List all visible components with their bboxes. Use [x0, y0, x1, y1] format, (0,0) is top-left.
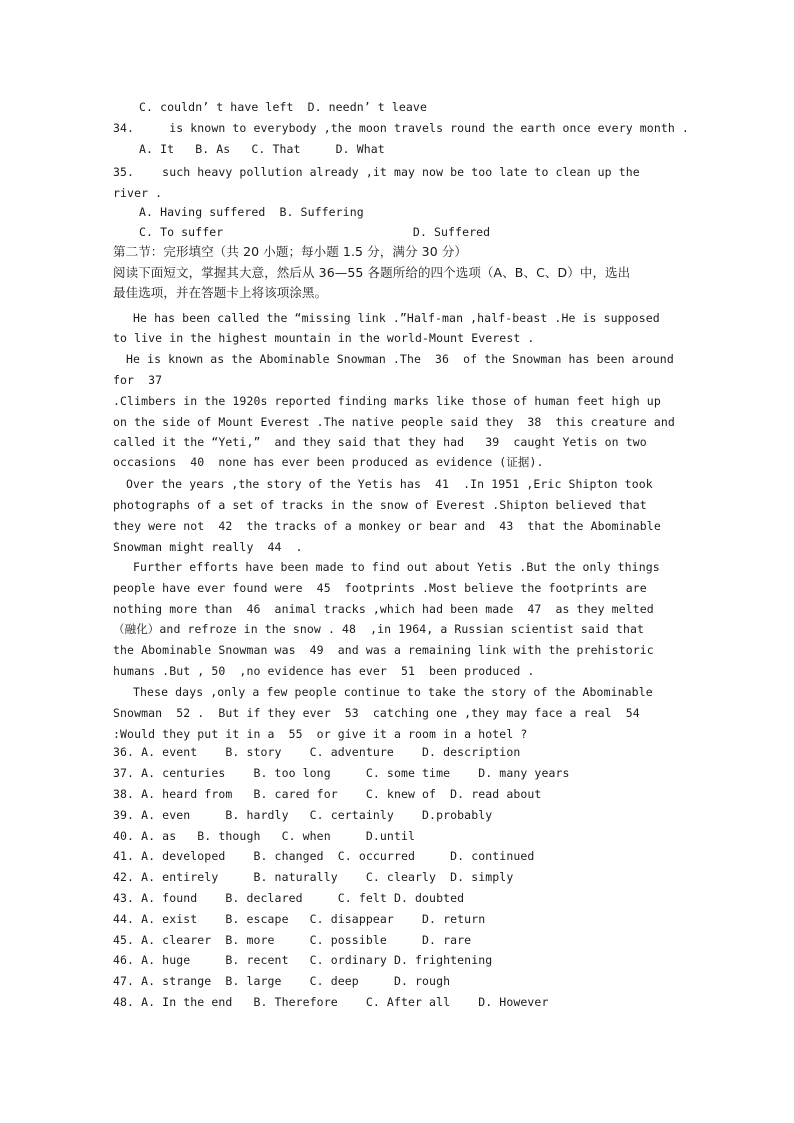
passage-line: Snowman 52 . But if they ever 53 catching one ,they may face a real 54 [113, 706, 640, 720]
passage-line: :Would they put it in a 55 or give it a room in a hotel ? [113, 727, 528, 741]
passage-line: He has been called the “missing link .”Half-man ,half-beast .He is supposed [133, 311, 660, 325]
passage-line: .Climbers in the 1920s reported finding marks like those of human feet high up [113, 394, 661, 408]
option-row-45: 45. A. clearer B. more C. possible D. rare [113, 933, 472, 947]
q35-stem-cont: river . [113, 186, 163, 200]
passage-line: they were not 42 the tracks of a monkey or bear and 43 that the Abominable [113, 519, 661, 533]
passage-line: to live in the highest mountain in the world-Mount Everest . [113, 331, 535, 345]
passage-line: the Abominable Snowman was 49 and was a remaining link with the prehistoric [113, 643, 654, 657]
instructions-line-1: 阅读下面短文，掌握其大意，然后从 36—55 各题所给的四个选项（A、B、C、D）中，选出 [113, 265, 631, 280]
option-row-37: 37. A. centuries B. too long C. some time D. many years [113, 766, 570, 780]
passage-line: humans .But , 50 ,no evidence has ever 51 been produced . [113, 664, 535, 678]
passage-line: nothing more than 46 animal tracks ,which had been made 47 as they melted [113, 602, 654, 616]
passage-line: Further efforts have been made to find out about Yetis .But the only things [133, 560, 660, 574]
option-row-38: 38. A. heard from B. cared for C. knew of D. read about [113, 787, 542, 801]
option-row-36: 36. A. event B. story C. adventure D. description [113, 745, 521, 759]
option-row-40: 40. A. as B. though C. when D.until [113, 829, 416, 843]
passage-line: people have ever found were 45 footprints .Most believe the footprints are [113, 581, 647, 595]
q35-options-a-b: A. Having suffered B. Suffering [139, 205, 364, 219]
option-row-39: 39. A. even B. hardly C. certainly D.probably [113, 808, 493, 822]
q34-stem: 34. is known to everybody ,the moon travels round the earth once every month . [113, 121, 689, 135]
passage-line: Snowman might really 44 . [113, 540, 303, 554]
passage-line: called it the “Yeti,” and they said that they had 39 caught Yetis on two [113, 435, 647, 449]
passage-line: Over the years ,the story of the Yetis has 41 .In 1951 ,Eric Shipton took [126, 477, 653, 491]
option-row-41: 41. A. developed B. changed C. occurred D. continued [113, 849, 535, 863]
option-row-47: 47. A. strange B. large C. deep D. rough [113, 974, 451, 988]
passage-line: on the side of Mount Everest .The native people said they 38 this creature and [113, 415, 675, 429]
passage-line: occasions 40 none has ever been produced as evidence (证据). [113, 455, 544, 469]
passage-line: photographs of a set of tracks in the snow of Everest .Shipton believed that [113, 498, 647, 512]
passage-line: He is known as the Abominable Snowman .The 36 of the Snowman has been around [126, 352, 674, 366]
q34-options: A. It B. As C. That D. What [139, 142, 385, 156]
passage-line: for 37 [113, 373, 163, 387]
q35-stem: 35. such heavy pollution already ,it may now be too late to clean up the [113, 165, 640, 179]
instructions-line-2: 最佳选项，并在答题卡上将该项涂黑。 [113, 285, 328, 300]
option-row-43: 43. A. found B. declared C. felt D. doubted [113, 891, 465, 905]
option-row-46: 46. A. huge B. recent C. ordinary D. frightening [113, 953, 493, 967]
passage-line: These days ,only a few people continue to take the story of the Abominable [133, 685, 653, 699]
section-heading: 第二节：完形填空（共 20 小题；每小题 1.5 分，满分 30 分） [113, 244, 468, 259]
q35-options-c-d: C. To suffer D. Suffered [139, 225, 491, 239]
option-row-44: 44. A. exist B. escape C. disappear D. return [113, 912, 486, 926]
option-row-42: 42. A. entirely B. naturally C. clearly D. simply [113, 870, 514, 884]
option-row-48: 48. A. In the end B. Therefore C. After all D. However [113, 995, 549, 1009]
q33-options: C. couldn’ t have left D. needn’ t leave [139, 100, 427, 114]
passage-line: （融化）and refroze in the snow . 48 ,in 1964, a Russian scientist said that [113, 622, 645, 636]
